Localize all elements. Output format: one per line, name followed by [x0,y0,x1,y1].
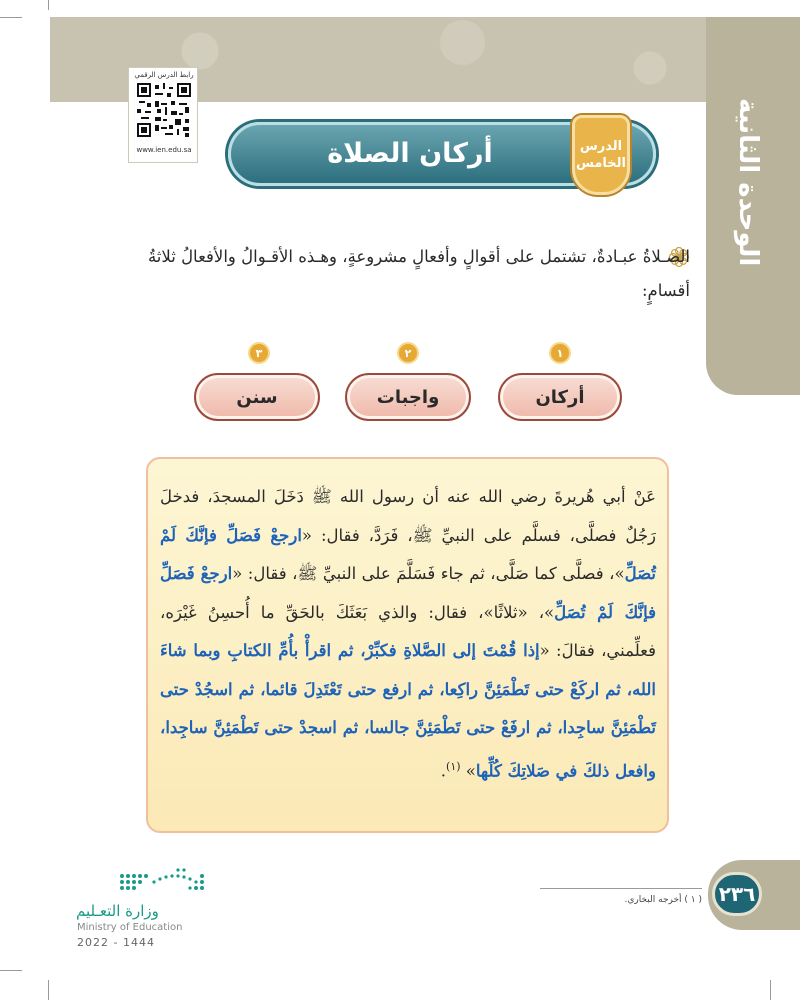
section-label: سنن [236,386,278,408]
qr-url: www.ien.edu.sa [136,146,192,154]
footnote-reference: (١) [446,759,461,773]
ministry-name-ar: وزارة التعـليم [76,902,159,920]
crop-mark [0,970,22,971]
hadith-text [160,478,656,791]
ministry-logo-icon [118,866,210,894]
footnote-divider [540,888,702,889]
lesson-tag-label: الدرس [579,139,623,154]
qr-card[interactable] [128,67,198,163]
section-pill-sunan [194,373,320,421]
edition-year: 2022 - 1444 [77,936,155,949]
hadith-text-part: »، «ثلاثًا»، فقال: والذي بَعَثَكَ بالحَقِّ ما أُحسِنُ غَيْرَه، فعلِّمني، فقالَ: « [160,602,656,660]
lesson-title: أركان الصلاة [327,138,493,169]
section-number-badge: ٣ [248,342,270,364]
hadith-end: . [440,761,447,780]
hadith-quote: ارجعْ فَصَلِّ فإنَّكَ لَمْ تُصَلِّ [160,525,656,583]
page-number: ٢٣٦ [712,872,762,916]
hadith-text-part: عَنْ أبي هُريرةَ رضي الله عنه أن رسول الله ﷺ دَخَلَ المسجدَ، فدخلَ رَجُلٌ فصلَّى، فسلَّم على النبيِّ ﷺ، فَرَدَّ، فقال: « [160,487,656,545]
hadith-text-part: » [465,761,476,780]
unit-title: الوحدة الثانية [733,97,763,267]
crop-mark [0,17,22,18]
crop-mark [48,0,49,10]
hadith-text-part: »، فصلَّى كما صَلَّى، ثم جاء فَسَلَّمَ على النبيِّ ﷺ، فقال: « [232,564,625,583]
section-number-badge: ٢ [397,342,419,364]
section-pill-wajibat [345,373,471,421]
intro-paragraph: الصـلاةُ عبـادةٌ، تشتمل على أقوالٍ وأفعالٍ مشروعةٍ، وهـذه الأقـوالُ والأفعالُ ثلاثةُ أقسامٍ: [147,247,690,300]
lesson-tag-number: الخامس [576,156,627,171]
section-label: واجبات [376,386,440,408]
qr-code-icon [137,83,191,137]
lesson-number-tag [572,115,630,195]
section-number-badge: ١ [549,342,571,364]
hadith-quote: إذا قُمْتَ إلى الصَّلاةِ فكبِّرْ، ثم اقرأْ بأُمِّ الكتابِ وبما شاءَ الله، ثم اركَعْ حتى تَطْمَئِنَّ راكِعا، ثم ارفع حتى تَعْتَدِلَ قائما، ثم اسجُدْ حتى تَطْمَئِنَّ ساجِدا، ثم ارفَعْ حتى تَطْمَئِنَّ جالسا، ثم اسجدْ حتى تَطْمَئِنَّ ساجِدا، وافعل ذلكَ في صَلاتِكَ كُلِّها [160,641,656,780]
hadith-quote: ارجعْ فَصَلِّ فإنَّكَ لَمْ تُصَلِّ [160,564,656,622]
section-pill-arkan [498,373,622,421]
ministry-name-en: Ministry of Education [77,922,183,933]
section-label: أركان [535,386,585,408]
crop-mark [770,980,771,1000]
qr-caption: رابط الدرس الرقمي [134,71,194,79]
footnote: ( ١ ) أخرجه البخاري. [624,895,702,905]
crop-mark [48,980,49,1000]
